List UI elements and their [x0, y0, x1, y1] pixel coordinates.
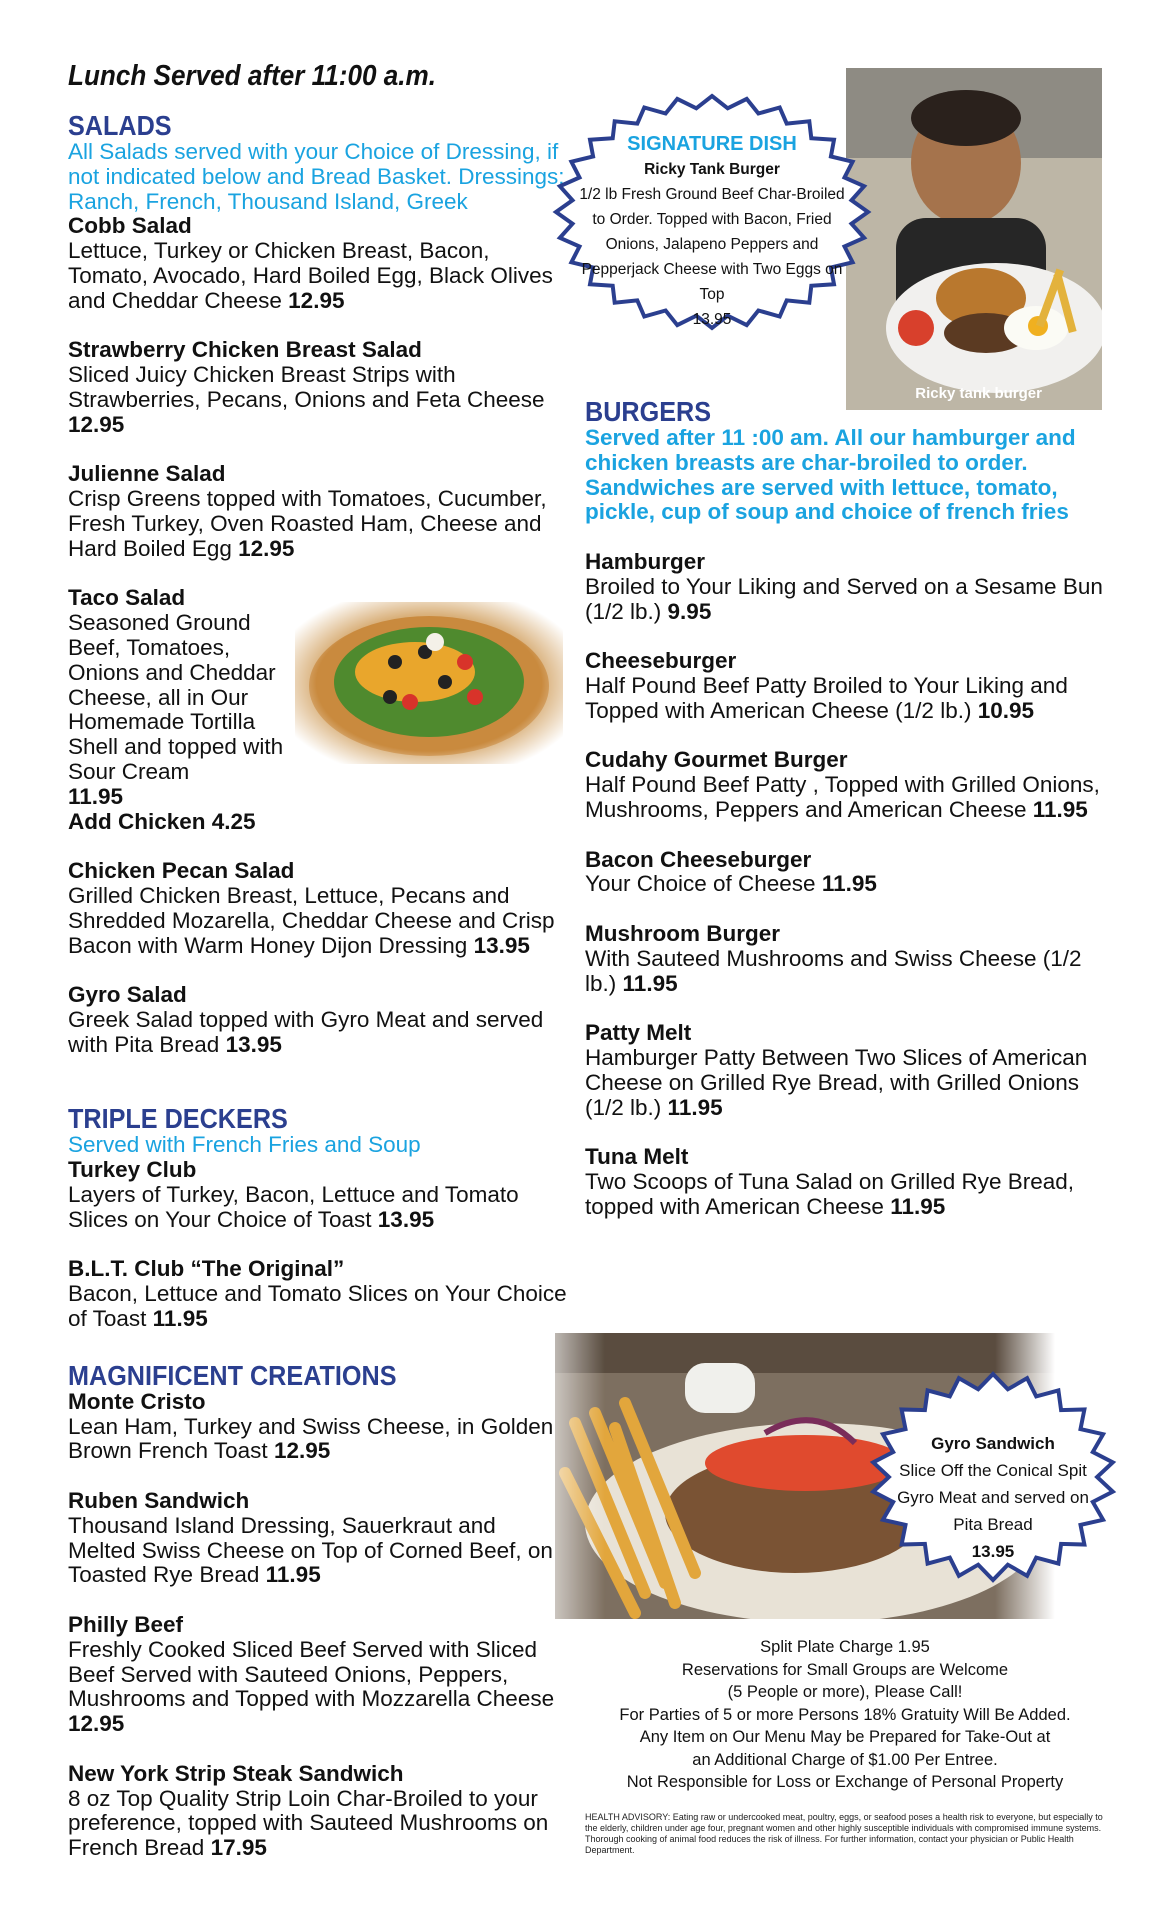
item-desc: Two Scoops of Tuna Salad on Grilled Rye Bread, topped with American Cheese: [585, 1168, 1075, 1219]
item-price: 13.95: [225, 1031, 282, 1057]
item-name: Chicken Pecan Salad: [68, 858, 295, 884]
gyro-callout-name: Gyro Sandwich: [931, 1434, 1055, 1453]
item-price: 17.95: [210, 1835, 267, 1861]
item-desc: Seasoned Ground Beef, Tomatoes, Onions and Cheddar Cheese, all in Our Homemade Tortilla Shell and topped with Sour Cream: [68, 610, 284, 784]
menu-item-cheeseburger: [585, 649, 1105, 723]
item-name: Philly Beef: [68, 1612, 184, 1638]
item-name: Patty Melt: [585, 1020, 692, 1046]
item-price: 12.95: [238, 535, 295, 561]
item-price: 12.95: [288, 287, 345, 313]
menu-item-julienne-salad: [68, 462, 568, 561]
menu-item-philly-beef: [68, 1613, 568, 1737]
gyro-callout-price: 13.95: [971, 1542, 1015, 1561]
menu-item-mushroom-burger: [585, 922, 1105, 996]
note-line: Reservations for Small Groups are Welcome: [681, 1660, 1009, 1679]
menu-item-ruben-sandwich: [68, 1489, 568, 1588]
note-line: For Parties of 5 or more Persons 18% Gratuity Will Be Added.: [619, 1705, 1071, 1724]
item-desc: Freshly Cooked Sliced Beef Served with Sliced Beef Served with Sauteed Onions, Peppers, Mushrooms and Topped with Mozzarella Cheese: [68, 1636, 555, 1712]
item-desc: Crisp Greens topped with Tomatoes, Cucumber, Fresh Turkey, Oven Roasted Ham, Cheese and Hard Boiled Egg: [68, 486, 547, 561]
menu-item-blt-club: [68, 1257, 568, 1331]
note-line: Not Responsible for Loss or Exchange of Personal Property: [626, 1773, 1064, 1791]
triple-deckers-subtitle: Served with French Fries and Soup: [68, 1132, 421, 1158]
note-line: (5 People or more), Please Call!: [727, 1683, 963, 1701]
item-name: B.L.T. Club “The Original”: [68, 1256, 345, 1282]
item-name: Cobb Salad: [68, 213, 192, 239]
item-desc: Sliced Juicy Chicken Breast Strips with Strawberries, Pecans, Onions and Feta Cheese: [68, 362, 545, 412]
burgers-title: BURGERS: [585, 396, 712, 427]
magnificent-title: MAGNIFICENT CREATIONS: [68, 1359, 397, 1391]
item-desc: Broiled to Your Liking and Served on a Sesame Bun (1/2 lb.): [585, 573, 1103, 624]
signature-dish-callout: [552, 92, 872, 332]
item-price: 11.95: [890, 1193, 946, 1219]
burgers-subtitle: Served after 11 :00 am. All our hamburger and chicken breasts are char-broiled to order. Sandwiches are served with lettuce, tomato, pickle, cup of soup and choice of french fries: [585, 425, 1076, 525]
right-column: [585, 398, 1105, 1220]
item-price: 9.95: [667, 598, 712, 624]
item-name: Gyro Salad: [68, 982, 187, 1008]
item-desc: Lettuce, Turkey or Chicken Breast, Bacon, Tomato, Avocado, Hard Boiled Egg, Black Olives and Cheddar Cheese: [68, 238, 553, 313]
item-name: Turkey Club: [68, 1157, 197, 1183]
salads-subtitle: All Salads served with your Choice of Dressing, if not indicated below and Bread Basket. Dressings: Ranch, French, Thousand Island, Greek: [68, 139, 565, 214]
health-advisory: HEALTH ADVISORY: Eating raw or undercooked meat, poultry, eggs, or seafood poses a health risk to everyone, but especially to the elderly, children under age four, pregnant women and other highly susceptible individuals with compromised immune systems. Thorough cooking of animal food reduces the risk of illness. For further information, contact your physician or Public Health Department.: [585, 1812, 1103, 1855]
note-line: Split Plate Charge 1.95: [760, 1638, 930, 1656]
left-column: [68, 112, 568, 1861]
item-name: Cudahy Gourmet Burger: [585, 747, 848, 773]
ricky-tank-burger-photo: [846, 68, 1102, 410]
item-desc: Greek Salad topped with Gyro Meat and served with Pita Bread: [68, 1006, 544, 1057]
signature-desc: 1/2 lb Fresh Ground Beef Char-Broiled to Order. Topped with Bacon, Fried Onions, Jalapeno Peppers and Pepperjack Cheese with Two Eggs on Top: [579, 186, 845, 303]
item-price: 11.95: [622, 970, 678, 996]
item-price: 12.95: [273, 1438, 331, 1464]
item-desc: Layers of Turkey, Bacon, Lettuce and Tomato Slices on Your Choice of Toast: [68, 1182, 519, 1232]
menu-item-patty-melt: [585, 1021, 1105, 1120]
menu-item-hamburger: [585, 550, 1105, 624]
item-price: 12.95: [68, 1711, 125, 1737]
menu-item-chicken-pecan-salad: [68, 859, 568, 958]
item-price: 11.95: [152, 1306, 208, 1332]
photo-caption: Ricky tank burger: [915, 385, 1042, 402]
menu-notes: [585, 1636, 1105, 1794]
menu-item-bacon-cheeseburger: [585, 848, 1105, 898]
item-price: 13.95: [377, 1206, 435, 1232]
note-line: Any Item on Our Menu May be Prepared for Take-Out at: [639, 1728, 1051, 1746]
signature-title: SIGNATURE DISH: [627, 133, 797, 155]
triple-deckers-title: TRIPLE DECKERS: [68, 1103, 288, 1135]
item-name: New York Strip Steak Sandwich: [68, 1760, 404, 1786]
item-desc: Thousand Island Dressing, Sauerkraut and Melted Swiss Cheese on Top of Corned Beef, on Toasted Rye Bread: [68, 1512, 553, 1588]
salads-title: SALADS: [68, 110, 172, 141]
gyro-sandwich-callout: [868, 1370, 1118, 1585]
menu-item-strawberry-salad: [68, 338, 568, 437]
item-name: Ruben Sandwich: [68, 1488, 250, 1514]
taco-salad-photo: [295, 602, 563, 764]
item-extra: Add Chicken 4.25: [68, 808, 256, 834]
item-desc: Hamburger Patty Between Two Slices of American Cheese on Grilled Rye Bread, with Grilled Onions (1/2 lb.): [585, 1044, 1088, 1120]
item-name: Bacon Cheeseburger: [585, 846, 812, 872]
item-name: Monte Cristo: [68, 1388, 206, 1414]
menu-item-ny-strip-sandwich: [68, 1762, 568, 1861]
item-desc: 8 oz Top Quality Strip Loin Char-Broiled to your preference, topped with Sauteed Mushrooms on French Bread: [68, 1785, 549, 1861]
menu-item-tuna-melt: [585, 1145, 1105, 1219]
item-price: 11.95: [667, 1094, 723, 1120]
menu-item-cudahy-burger: [585, 748, 1105, 822]
item-price: 11.95: [265, 1562, 321, 1588]
item-name: Tuna Melt: [585, 1144, 689, 1170]
gyro-callout-desc: Slice Off the Conical Spit Gyro Meat and served on Pita Bread: [897, 1461, 1089, 1534]
menu-item-cobb-salad: [68, 214, 568, 313]
menu-item-monte-cristo: [68, 1390, 568, 1464]
item-desc: Half Pound Beef Patty Broiled to Your Liking and Topped with American Cheese (1/2 lb.): [585, 672, 1068, 723]
signature-price: 13.95: [692, 311, 732, 328]
item-name: Cheeseburger: [585, 648, 737, 674]
item-name: Hamburger: [585, 548, 706, 574]
menu-item-gyro-salad: [68, 983, 568, 1057]
item-name: Mushroom Burger: [585, 920, 781, 946]
item-desc: Your Choice of Cheese: [585, 871, 816, 897]
signature-name: Ricky Tank Burger: [644, 161, 780, 178]
item-desc: Grilled Chicken Breast, Lettuce, Pecans and Shredded Mozarella, Cheddar Cheese and Crisp Bacon with Warm Honey Dijon Dressing: [68, 882, 555, 958]
item-price: 12.95: [68, 411, 125, 437]
item-price: 10.95: [977, 697, 1035, 723]
item-price: 11.95: [821, 871, 877, 897]
menu-item-turkey-club: [68, 1158, 568, 1232]
item-desc: Bacon, Lettuce and Tomato Slices on Your Choice of Toast: [68, 1281, 567, 1332]
lunch-header: Lunch Served after 11:00 a.m.: [68, 60, 436, 92]
item-name: Taco Salad: [68, 585, 186, 611]
note-line: an Additional Charge of $1.00 Per Entree.: [692, 1750, 998, 1769]
item-desc: Lean Ham, Turkey and Swiss Cheese, in Golden Brown French Toast: [68, 1413, 554, 1464]
item-name: Julienne Salad: [68, 461, 226, 487]
item-name: Strawberry Chicken Breast Salad: [68, 337, 422, 363]
item-desc: Half Pound Beef Patty , Topped with Grilled Onions, Mushrooms, Peppers and American Cheese: [585, 772, 1100, 822]
item-price: 11.95: [68, 783, 124, 809]
item-price: 11.95: [1032, 796, 1088, 822]
item-desc: With Sauteed Mushrooms and Swiss Cheese (1/2 lb.): [585, 945, 1082, 996]
item-price: 13.95: [473, 932, 530, 958]
